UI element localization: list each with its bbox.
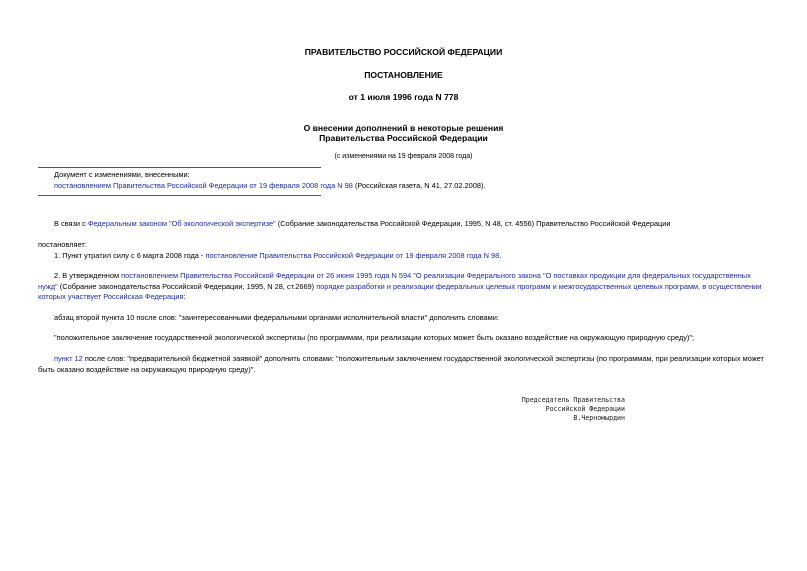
amendments-intro: Документ с изменениями, внесенными:: [54, 170, 190, 179]
signature-name: В.Черномырдин: [573, 414, 625, 422]
item-2-decree-link[interactable]: постановлением Правительства Российской Федерации от 26 июня 1995 года N 594 "О реализации Федерального закона "О поставках продукции для федеральных государственных нужд": [38, 271, 751, 291]
document-type: ПОСТАНОВЛЕНИЕ: [364, 70, 443, 80]
preamble-suffix: (Собрание законодательства Российской Федерации, 1995, N 48, ст. 4556) Правительство Российской Федерации: [275, 219, 671, 228]
point-12-link[interactable]: пункт 12: [54, 354, 83, 363]
item-2-prefix: 2. В утвержденном: [54, 271, 122, 280]
amendments-top-divider: [38, 167, 321, 168]
preamble-paragraph: [54, 219, 774, 230]
point-12-text: после слов: "предварительной бюджетной заявкой" дополнить словами: "положительным заключением государственной экологической экспертизы (по программам, при реализации которых может быть оказано воздействие на окружающую природную среду)".: [38, 354, 764, 374]
government-heading: ПРАВИТЕЛЬСТВО РОССИЙСКОЙ ФЕДЕРАЦИИ: [304, 47, 503, 57]
amendments-bottom-divider: [38, 195, 321, 196]
amendment-source: (Российская газета, N 41, 27.02.2008).: [352, 180, 486, 190]
item-1-link[interactable]: постановление Правительства Российской Федерации от 19 февраля 2008 года N 98: [205, 251, 500, 260]
document-date-number: от 1 июля 1996 года N 778: [348, 92, 459, 102]
item-2-paragraph: [38, 271, 769, 303]
document-title-line2: Правительства Российской Федерации: [319, 133, 488, 143]
document-title-line1: О внесении дополнений в некоторые решения: [303, 123, 504, 133]
item-2-suffix: :: [183, 292, 186, 302]
paragraph-12-amendment: [38, 354, 769, 375]
amendments-block: [54, 170, 754, 191]
revision-note: (с изменениями на 19 февраля 2008 года): [334, 153, 473, 160]
quoted-addition: "положительное заключение государственной экологической экспертизы (по программам, при реализации которых может быть оказано воздействие на окружающую природную среду)";: [54, 333, 695, 342]
item-1-prefix: 1. Пункт утратил силу с 6 марта 2008 года -: [54, 251, 206, 260]
amendments-line: [54, 181, 754, 192]
item-2-procedure-link[interactable]: порядке разработки и реализации федеральных целевых программ и межгосударственных целевых программ, в осуществлении которых участвует Российская Федерация: [38, 281, 762, 302]
item-1-paragraph: [54, 251, 774, 262]
item-2-mid: (Собрание законодательства Российской Федерации, 1995, N 28, ст.2669): [57, 281, 317, 291]
signature-block: [470, 396, 625, 423]
paragraph-10-amendment: абзац второй пункта 10 после слов: "заинтересованными федеральными органами исполнительной власти" дополнить словами:: [54, 313, 499, 322]
item-1-suffix: .: [499, 251, 502, 260]
signature-position: Председатель Правительства: [521, 396, 625, 404]
amendment-link[interactable]: постановлением Правительства Российской Федерации от 19 февраля 2008 года N 98: [54, 180, 353, 190]
preamble-prefix: В связи с: [54, 219, 88, 228]
signature-country: Российской Федерации: [545, 405, 625, 413]
resolves-text: постановляет:: [38, 240, 87, 249]
federal-law-link[interactable]: Федеральным законом "Об экологической экспертизе": [87, 219, 276, 228]
